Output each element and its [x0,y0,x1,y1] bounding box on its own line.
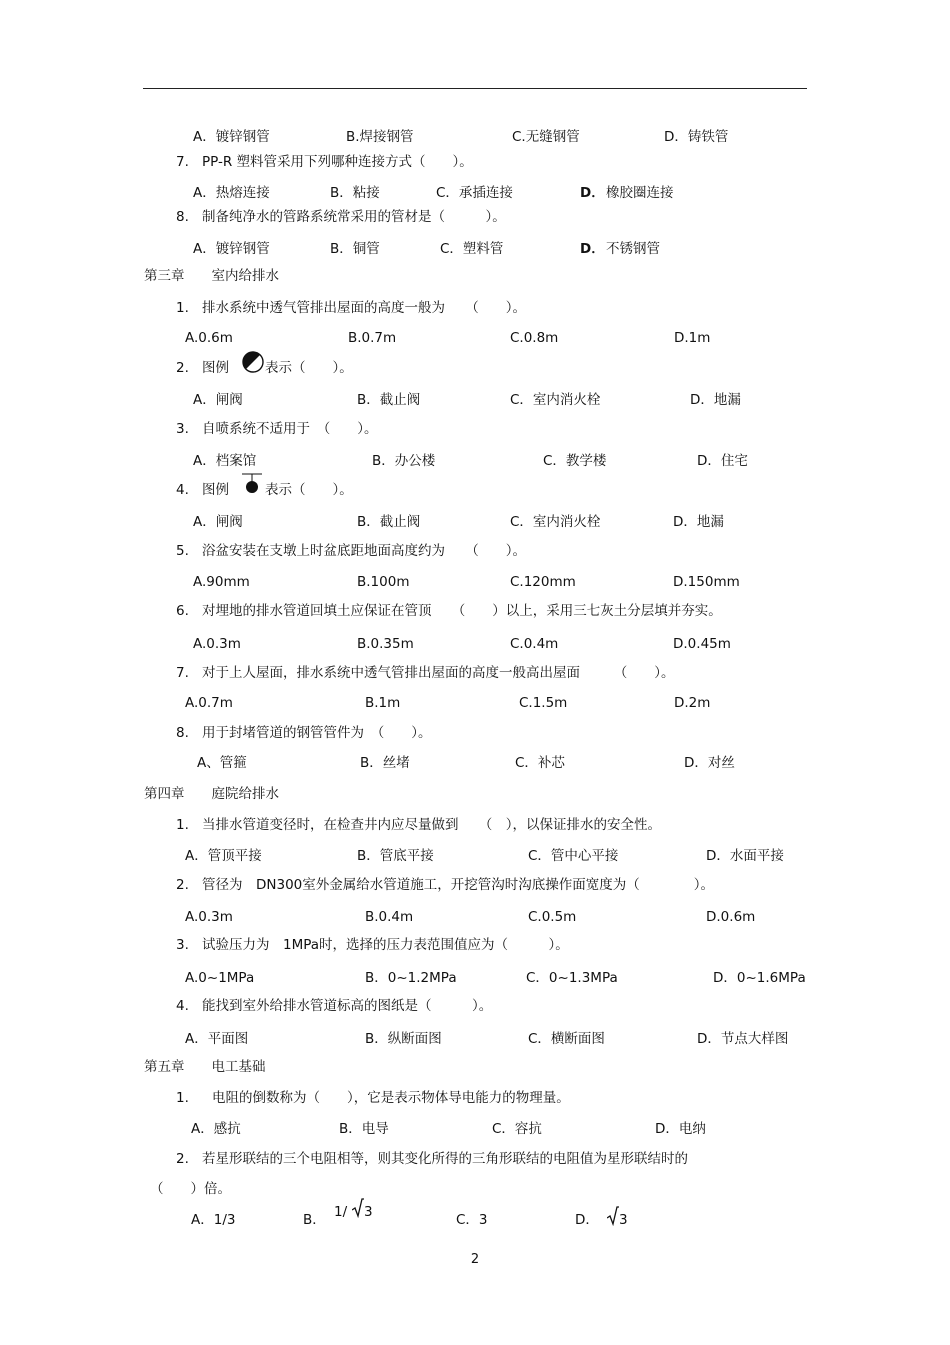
option-d: D．住宅 [697,453,748,469]
option-b: B．丝堵 [360,755,410,771]
option-d-letter: D． [575,1212,599,1228]
option-b: B.100m [357,574,410,590]
question-number: 1. [176,817,189,833]
option-d: D.0.45m [673,636,731,652]
option-b-fraction: 1/ [334,1204,348,1220]
question-text: 用于封堵管道的钢管管件为 （ ）。 [202,725,432,741]
question-8 [0,207,950,231]
question-number: 3. [176,937,189,953]
question-number: 2. [176,360,189,376]
chapter-4-heading [0,784,950,808]
option-d-letter: D． [580,185,605,201]
ch3-q2-options [0,390,950,414]
option-c: C．室内消火栓 [510,514,601,530]
option-c: C.0.4m [510,636,559,652]
q6-options [0,127,950,151]
question-text-after: 表示（ ）。 [265,360,353,376]
ch4-question-1 [0,815,950,839]
question-text: 制备纯净水的管路系统常采用的管材是（ ）。 [202,209,506,225]
option-a: A.0.7m [185,695,233,711]
ch5-q1-options [0,1119,950,1143]
option-b: B.0.35m [357,636,414,652]
question-number: 4. [176,482,189,498]
option-b: B．铜管 [330,241,380,257]
question-7 [0,152,950,176]
question-text: 若星形联结的三个电阻相等，则其变化所得的三角形联结的电阻值为星形联结时的 [202,1151,688,1167]
option-c: C．塑料管 [440,241,504,257]
chapter-3-heading [0,266,950,290]
option-d: D．水面平接 [706,848,784,864]
ch3-question-5 [0,541,950,565]
half-filled-circle-legend-icon [241,350,265,374]
question-text-before: 图例 [202,482,229,498]
ch3-q6-options [0,634,950,658]
ch4-question-2 [0,875,950,899]
question-text-continued: （ ）倍。 [150,1181,231,1197]
option-c: C．承插连接 [436,185,513,201]
option-b: B．截止阀 [357,392,421,408]
option-b-letter: B． [303,1212,326,1228]
option-b: B．管底平接 [357,848,434,864]
ch3-q5-options [0,572,950,596]
option-b: B．截止阀 [357,514,421,530]
ch3-q3-options [0,451,950,475]
option-b: B.0.4m [365,909,414,925]
ch3-q4-options [0,512,950,536]
option-a: A．镀锌钢管 [193,129,270,145]
option-c: C.无缝钢管 [512,129,580,145]
question-text: PP-R 塑料管采用下列哪种连接方式（ ）。 [202,154,473,170]
chapter-heading-text: 第四章 庭院给排水 [144,786,279,802]
option-c: C.120mm [510,574,576,590]
option-d: D．0~1.6MPa [713,970,806,986]
ch4-question-4 [0,996,950,1020]
chapter-5-heading [0,1057,950,1081]
option-a: A．平面图 [185,1031,249,1047]
ch3-question-8 [0,723,950,747]
ch3-question-6 [0,601,950,625]
ch4-q2-options [0,907,950,931]
question-text: 当排水管道变径时，在检查井内应尽量做到 （ ），以保证排水的安全性。 [202,817,661,833]
option-c: C．补芯 [515,755,565,771]
question-number: 7. [176,665,189,681]
question-text: 电阻的倒数称为（ ），它是表示物体导电能力的物理量。 [212,1090,570,1106]
option-c: C．管中心平接 [528,848,619,864]
ch3-question-3 [0,419,950,443]
option-c: C．横断面图 [528,1031,605,1047]
ch3-q1-options [0,328,950,352]
option-c: C．3 [456,1212,488,1228]
question-text: 自喷系统不适用于 （ ）。 [202,421,378,437]
question-number: 1. [176,1090,189,1106]
option-a: A.0.6m [185,330,233,346]
option-b: B．粘接 [330,185,380,201]
square-root-sign-icon [352,1198,364,1218]
option-a: A．热熔连接 [193,185,270,201]
question-number: 4. [176,998,189,1014]
question-number: 8. [176,725,189,741]
option-a: A．镀锌钢管 [193,241,270,257]
q8-options [0,239,950,263]
option-d-letter: D． [580,241,605,257]
option-c: C.0.5m [528,909,577,925]
ch3-question-4 [0,480,950,504]
ch5-question-1 [0,1088,950,1112]
option-b: B.1m [365,695,401,711]
question-text: 试验压力为 1MPa时，选择的压力表范围值应为（ ）。 [202,937,569,953]
option-d: D.2m [674,695,711,711]
option-d: D.0.6m [706,909,756,925]
question-text-after: 表示（ ）。 [265,482,353,498]
ch4-q4-options [0,1029,950,1053]
question-text: 浴盆安装在支墩上时盆底距地面高度约为 （ ）。 [202,543,526,559]
ch3-question-7 [0,663,950,687]
ch4-q3-options [0,968,950,992]
option-d: D.150mm [673,574,740,590]
option-c: C．容抗 [492,1121,542,1137]
option-a: A．1/3 [191,1212,236,1228]
option-d: D．对丝 [684,755,735,771]
question-number: 2. [176,1151,189,1167]
square-root-sign-icon [607,1206,619,1226]
option-a: A．感抗 [191,1121,241,1137]
question-text: 排水系统中透气管排出屋面的高度一般为 （ ）。 [202,300,526,316]
option-d: D．电纳 [655,1121,706,1137]
ch4-q1-options [0,846,950,870]
option-c: C．室内消火栓 [510,392,601,408]
q7-options [0,183,950,207]
ch5-question-2-continued [0,1179,950,1203]
question-text: 能找到室外给排水管道标高的图纸是（ ）。 [202,998,493,1014]
ch3-question-1 [0,298,950,322]
option-d: D.1m [674,330,711,346]
option-b-radicand: 3 [364,1204,373,1220]
option-b: B.焊接钢管 [346,129,414,145]
option-b: B．电导 [339,1121,389,1137]
filled-circle-legend-icon [240,472,264,500]
question-number: 8. [176,209,189,225]
option-c: C．0~1.3MPa [526,970,618,986]
question-text: 对埋地的排水管道回填土应保证在管顶 （ ）以上，采用三七灰土分层填并夯实。 [202,603,722,619]
option-a: A．管顶平接 [185,848,262,864]
question-number: 6. [176,603,189,619]
option-d: D．铸铁管 [664,129,729,145]
option-c: C．教学楼 [543,453,607,469]
option-d: 橡胶圈连接 [606,185,674,201]
option-a: A.0.3m [185,909,233,925]
option-d: D．节点大样图 [697,1031,789,1047]
chapter-heading-text: 第五章 电工基础 [144,1059,266,1075]
page-number: 2 [470,1252,480,1267]
option-b: B.0.7m [348,330,397,346]
ch5-q2-options [0,1204,950,1234]
question-number: 5. [176,543,189,559]
option-a: A.0.3m [193,636,241,652]
ch3-q8-options [0,753,950,777]
option-c: C.1.5m [519,695,568,711]
option-a: A.90mm [193,574,250,590]
option-b: B．纵断面图 [365,1031,442,1047]
question-number: 1. [176,300,189,316]
option-d: 不锈钢管 [606,241,660,257]
question-number: 3. [176,421,189,437]
option-a: A．闸阀 [193,514,243,530]
option-d: D．地漏 [673,514,724,530]
question-number: 7. [176,154,189,170]
ch3-question-2 [0,358,950,382]
option-c: C.0.8m [510,330,559,346]
ch3-q7-options [0,693,950,717]
option-b: B．办公楼 [372,453,436,469]
option-b: B．0~1.2MPa [365,970,457,986]
header-rule [143,88,807,89]
option-d: D．地漏 [690,392,741,408]
question-text: 对于上人屋面，排水系统中透气管排出屋面的高度一般高出屋面 （ ）。 [202,665,675,681]
option-a: A.0~1MPa [185,970,255,986]
question-text: 管径为 DN300室外金属给水管道施工，开挖管沟时沟底操作面宽度为（ ）。 [202,877,715,893]
question-text-before: 图例 [202,360,229,376]
option-a: A、管箍 [197,755,247,771]
chapter-heading-text: 第三章 室内给排水 [144,268,279,284]
option-d-radicand: 3 [619,1212,628,1228]
question-number: 2. [176,877,189,893]
ch5-question-2 [0,1149,950,1173]
ch4-question-3 [0,935,950,959]
option-a: A．档案馆 [193,453,257,469]
option-a: A．闸阀 [193,392,243,408]
